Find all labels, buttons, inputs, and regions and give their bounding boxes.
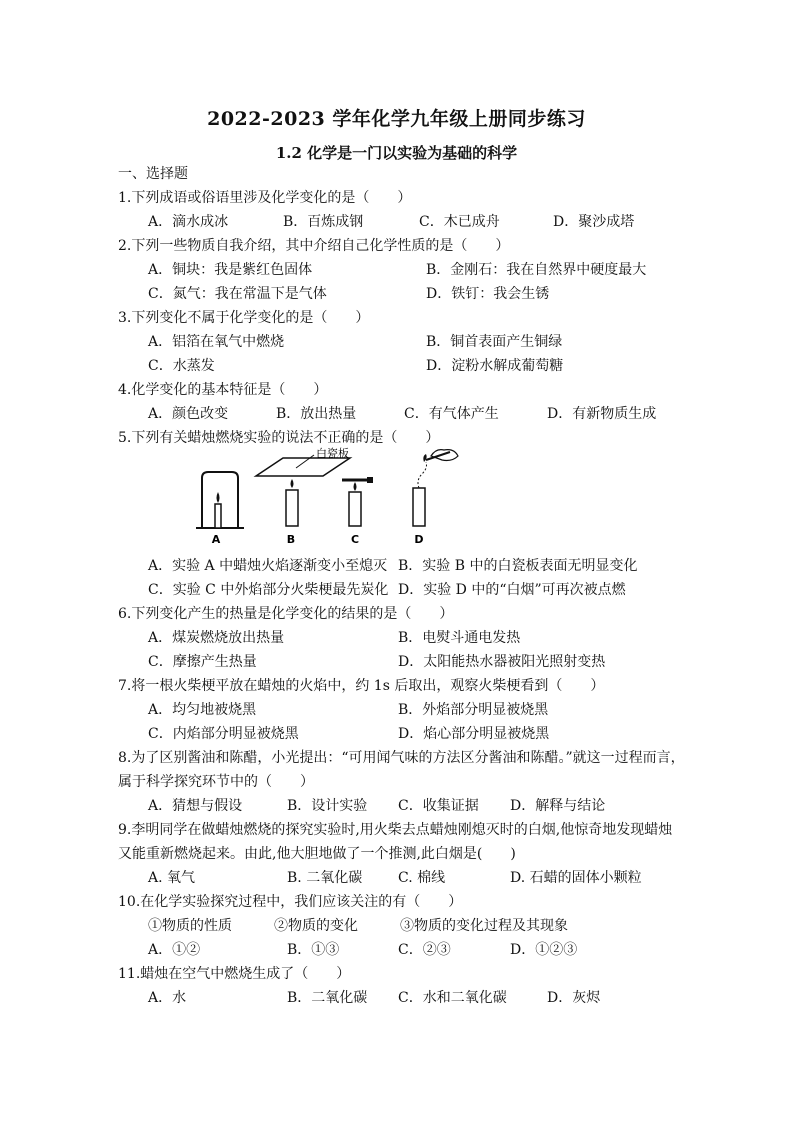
question-1-stem: 1.下列成语或俗语里涉及化学变化的是（ ） bbox=[118, 190, 412, 206]
question-5-option-a: A．实验 A 中蜡烛火焰逐渐变小至熄灭 bbox=[148, 558, 388, 574]
figure-b-porcelain-plate bbox=[256, 455, 350, 526]
question-1-option-b: B．百炼成钢 bbox=[283, 214, 364, 230]
question-9-option-d: D. 石蜡的固体小颗粒 bbox=[510, 870, 642, 886]
question-5-option-d: D．实验 D 中的“白烟”可再次被点燃 bbox=[398, 582, 626, 598]
question-2-option-d: D．铁钉：我会生锈 bbox=[426, 286, 550, 302]
question-8-stem-line-2: 属于科学探究环节中的（ ） bbox=[118, 774, 314, 790]
figure-label-d: D bbox=[414, 533, 424, 546]
question-11-option-c: C．水和二氧化碳 bbox=[398, 990, 507, 1006]
question-3-option-b: B．铜首表面产生铜绿 bbox=[426, 334, 563, 350]
question-10-option-b: B．①③ bbox=[287, 942, 340, 958]
question-6-option-c: C．摩擦产生热量 bbox=[148, 654, 257, 670]
figure-c-match-stick bbox=[342, 477, 373, 526]
question-3-option-d: D．淀粉水解成葡萄糖 bbox=[426, 358, 564, 374]
question-6-option-b: B．电熨斗通电发热 bbox=[398, 630, 521, 646]
question-4-option-d: D．有新物质生成 bbox=[547, 406, 657, 422]
page-subtitle: 1.2 化学是一门以实验为基础的科学 bbox=[275, 144, 518, 162]
question-7-stem: 7.将一根火柴梗平放在蜡烛的火焰中，约 1s 后取出，观察火柴梗看到（ ） bbox=[118, 678, 605, 694]
question-3-stem: 3.下列变化不属于化学变化的是（ ） bbox=[118, 310, 370, 326]
question-5-stem: 5.下列有关蜡烛燃烧实验的说法不正确的是（ ） bbox=[118, 430, 440, 446]
question-11-option-a: A．水 bbox=[148, 990, 187, 1006]
question-10-statements: ①物质的性质 ②物质的变化 ③物质的变化过程及其现象 bbox=[148, 918, 568, 934]
question-9-option-a: A. 氧气 bbox=[148, 870, 196, 886]
question-1-option-c: C．木已成舟 bbox=[419, 214, 500, 230]
question-3-option-a: A．铝箔在氧气中燃烧 bbox=[148, 334, 285, 350]
question-10-option-d: D．①②③ bbox=[510, 942, 578, 958]
question-10-stem: 10.在化学实验探究过程中，我们应该关注的有（ ） bbox=[118, 894, 463, 910]
figure-a-beaker-candle bbox=[196, 472, 244, 528]
question-8-option-c: C．收集证据 bbox=[398, 798, 479, 814]
page-title: 2022-2023 学年化学九年级上册同步练习 bbox=[207, 108, 586, 130]
question-10-option-a: A．①② bbox=[148, 942, 201, 958]
question-6-option-a: A．煤炭燃烧放出热量 bbox=[148, 630, 285, 646]
candle-experiment-figure bbox=[188, 446, 478, 548]
question-2-option-a: A．铜块：我是紫红色固体 bbox=[148, 262, 313, 278]
question-10-option-c: C．②③ bbox=[398, 942, 451, 958]
question-9-option-b: B. 二氧化碳 bbox=[287, 870, 363, 886]
section-heading: 一、选择题 bbox=[118, 166, 188, 182]
figure-label-c: C bbox=[350, 533, 360, 546]
question-6-stem: 6.下列变化产生的热量是化学变化的结果的是（ ） bbox=[118, 606, 454, 622]
question-7-option-c: C．内焰部分明显被烧黑 bbox=[148, 726, 299, 742]
question-8-option-b: B．设计实验 bbox=[287, 798, 368, 814]
question-3-option-c: C．水蒸发 bbox=[148, 358, 215, 374]
question-1-option-a: A．滴水成冰 bbox=[148, 214, 229, 230]
figure-label-porcelain: 白瓷板 bbox=[316, 447, 349, 460]
question-4-stem: 4.化学变化的基本特征是（ ） bbox=[118, 382, 328, 398]
question-11-option-d: D．灰烬 bbox=[547, 990, 601, 1006]
question-1-option-d: D．聚沙成塔 bbox=[553, 214, 635, 230]
figure-label-b: B bbox=[286, 533, 296, 546]
question-9-stem-line-1: 9.李明同学在做蜡烛燃烧的探究实验时,用火柴去点蜡烛刚熄灭时的白烟,他惊奇地发现蜡烛 bbox=[118, 822, 673, 838]
question-7-option-d: D．焰心部分明显被烧黑 bbox=[398, 726, 550, 742]
question-6-option-d: D．太阳能热水器被阳光照射变热 bbox=[398, 654, 606, 670]
figure-d-white-smoke bbox=[413, 450, 458, 526]
question-8-stem-line-1: 8.为了区别酱油和陈醋，小光提出：“可用闻气味的方法区分酱油和陈醋。”就这一过程而言， bbox=[118, 750, 685, 766]
question-9-option-c: C. 棉线 bbox=[398, 870, 446, 886]
question-5-option-c: C．实验 C 中外焰部分火柴梗最先炭化 bbox=[148, 582, 389, 598]
question-2-option-b: B．金刚石：我在自然界中硬度最大 bbox=[426, 262, 647, 278]
question-8-option-a: A．猜想与假设 bbox=[148, 798, 243, 814]
question-8-option-d: D．解释与结论 bbox=[510, 798, 606, 814]
question-4-option-b: B．放出热量 bbox=[276, 406, 357, 422]
question-11-stem: 11.蜡烛在空气中燃烧生成了（ ） bbox=[118, 966, 351, 982]
question-4-option-c: C．有气体产生 bbox=[404, 406, 499, 422]
question-9-stem-line-2: 又能重新燃烧起来。由此,他大胆地做了一个推测,此白烟是( ) bbox=[118, 846, 516, 862]
figure-label-a: A bbox=[211, 533, 221, 546]
question-2-option-c: C．氮气：我在常温下是气体 bbox=[148, 286, 327, 302]
question-7-option-b: B．外焰部分明显被烧黑 bbox=[398, 702, 549, 718]
question-5-option-b: B．实验 B 中的白瓷板表面无明显变化 bbox=[398, 558, 638, 574]
question-4-option-a: A．颜色改变 bbox=[148, 406, 229, 422]
question-11-option-b: B．二氧化碳 bbox=[287, 990, 368, 1006]
question-7-option-a: A．均匀地被烧黑 bbox=[148, 702, 257, 718]
question-2-stem: 2.下列一些物质自我介绍，其中介绍自己化学性质的是（ ） bbox=[118, 238, 510, 254]
